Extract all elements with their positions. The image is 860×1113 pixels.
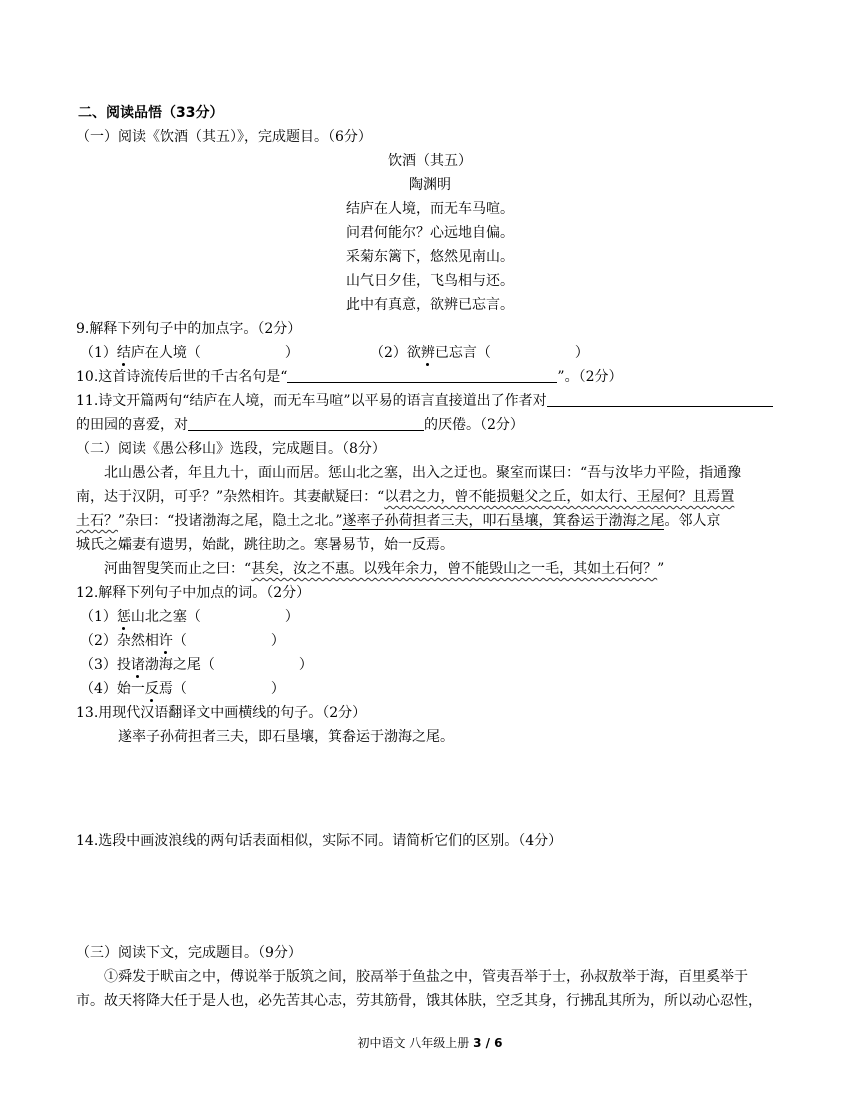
q12-item-post: 渤海之尾（ <box>144 657 215 673</box>
q11-line1: 11.诗文开篇两句“结庐在人境，而无车马喧”以平易的语言直接道出了作者对 <box>76 393 547 409</box>
q12-item-post: 焉（ <box>158 681 187 697</box>
q12-item-dotted: 诸 <box>130 657 145 673</box>
q10-answer-blank[interactable] <box>287 368 557 383</box>
passage-line <box>76 512 720 530</box>
poem-line: 结庐在人境，而无车马喧。 <box>346 201 514 217</box>
q13-answer-area[interactable] <box>76 752 784 824</box>
q12-item-dotted: 许 <box>158 633 173 649</box>
passage-text: 河曲智叟笑而止之曰：“ <box>104 561 252 577</box>
q9-item-1-dotted: 结 <box>116 345 131 361</box>
page-number: 3 / 6 <box>473 1036 503 1050</box>
poem-line: 山气日夕佳，飞鸟相与还。 <box>346 273 514 289</box>
q9-item-2-close: ） <box>574 345 589 361</box>
q11-line2-post: 的厌倦。（2分） <box>424 417 524 433</box>
question-9: 9.解释下列句子中的加点字。（2分） <box>76 321 302 337</box>
q12-item-pre: （2）杂然相 <box>80 633 159 649</box>
passage-text: ” <box>657 561 665 577</box>
passage-text: 。邻人京 <box>664 513 721 529</box>
poem-title: 饮酒（其五） <box>388 153 472 169</box>
q12-item <box>80 656 313 674</box>
q13-sentence: 遂率子孙荷担者三夫，即石垦壤，箕畚运于渤海之尾。 <box>118 729 454 745</box>
question-10 <box>76 368 623 386</box>
passage-line: ①舜发于畎亩之中，傅说举于版筑之间，胶鬲举于鱼盐之中，管夷吾举于士，孙叔敖举于海，百里奚举于 <box>104 969 748 985</box>
q12-item-close: ） <box>270 633 285 649</box>
q12-item-pre: （1） <box>80 609 117 625</box>
q9-item-1-pre: （1） <box>80 345 117 361</box>
q12-item-pre: （4）始一 <box>80 681 145 697</box>
passage-line <box>76 488 734 506</box>
poem-line: 采菊东篱下，悠然见南山。 <box>346 249 514 265</box>
q11-line2-pre: 的田园的喜爱，对 <box>76 417 188 433</box>
question-12: 12.解释下列句子中加点的词。（2分） <box>76 585 311 601</box>
passage-line: 城氏之孀妻有遗男，始龀，跳往助之。寒暑易节，始一反焉。 <box>76 537 454 553</box>
q12-item-pre: （3）投 <box>80 657 131 673</box>
question-13: 13.用现代汉语翻译文中画横线的句子。（2分） <box>76 705 367 721</box>
q12-item-post: 山北之塞（ <box>130 609 201 625</box>
q12-item-close: ） <box>284 609 299 625</box>
question-11 <box>76 392 773 410</box>
q10-post: ”。（2分） <box>557 369 623 385</box>
q9-item-1-close: ） <box>284 345 299 361</box>
question-14: 14.选段中画波浪线的两句话表面相似，实际不同。请简析它们的区别。（4分） <box>76 833 563 849</box>
wavy-line-sentence-2: 甚矣，汝之不惠。以残年余力，曾不能毁山之一毛，其如土石何？ <box>251 561 658 577</box>
passage-text: ”杂曰：“投诸渤海之尾，隐土之北。” <box>118 513 343 529</box>
part3-heading: （三）阅读下文，完成题目。（9分） <box>76 945 302 961</box>
question-11-cont <box>76 416 524 434</box>
q12-item-close: ） <box>270 681 285 697</box>
q12-item <box>80 632 285 650</box>
q9-item-2-pre: （2）欲 <box>370 345 421 361</box>
poem-line: 此中有真意，欲辨已忘言。 <box>346 297 514 313</box>
section-title: 二、阅读品悟（33分） <box>78 105 224 121</box>
footer-text: 初中语文 八年级上册 <box>357 1036 474 1050</box>
q9-item-2-dotted: 辨 <box>420 345 435 361</box>
q9-item-1-post: 庐在人境（ <box>130 345 201 361</box>
q11-answer-blank-1[interactable] <box>547 392 773 407</box>
wavy-line-sentence-1: 以君之力，曾不能损魁父之丘，如太行、王屋何？且焉置 <box>384 489 735 505</box>
passage-line <box>104 560 664 578</box>
q9-item-2 <box>370 344 589 362</box>
q12-item-dotted: 惩 <box>116 609 131 625</box>
poem-line: 问君何能尔？心远地自偏。 <box>346 225 514 241</box>
underlined-sentence: 遂率子孙荷担者三夫，叩石垦壤，箕畚运于渤海之尾 <box>342 513 665 529</box>
part1-heading: （一）阅读《饮酒（其五）》，完成题目。（6分） <box>76 129 372 145</box>
page-footer <box>0 1034 860 1052</box>
passage-line: 北山愚公者，年且九十，面山而居。惩山北之塞，出入之迂也。聚室而谋曰：“吾与汝毕力平险，指通豫 <box>104 465 742 481</box>
q12-item-close: ） <box>298 657 313 673</box>
q14-answer-area[interactable] <box>76 856 784 936</box>
q11-answer-blank-2[interactable] <box>188 416 424 431</box>
q12-item-post: （ <box>172 633 187 649</box>
poem-author: 陶渊明 <box>409 177 451 193</box>
q9-item-2-post: 已忘言（ <box>434 345 491 361</box>
passage-text: 南，达于汉阴，可乎？”杂然相许。其妻献疑曰：“ <box>76 489 385 505</box>
q12-item-dotted: 反 <box>144 681 159 697</box>
q9-item-1 <box>80 344 299 362</box>
wavy-line-sentence-1-end: 土石？ <box>76 513 118 529</box>
passage-line: 市。故天将降大任于是人也，必先苦其心志，劳其筋骨，饿其体肤，空乏其身，行拂乱其所为，所以动心忍性， <box>76 993 762 1009</box>
part2-heading: （二）阅读《愚公移山》选段，完成题目。（8分） <box>76 441 386 457</box>
q12-item <box>80 608 299 626</box>
q10-pre: 10.这首诗流传后世的千古名句是“ <box>76 369 288 385</box>
q12-item <box>80 680 285 698</box>
